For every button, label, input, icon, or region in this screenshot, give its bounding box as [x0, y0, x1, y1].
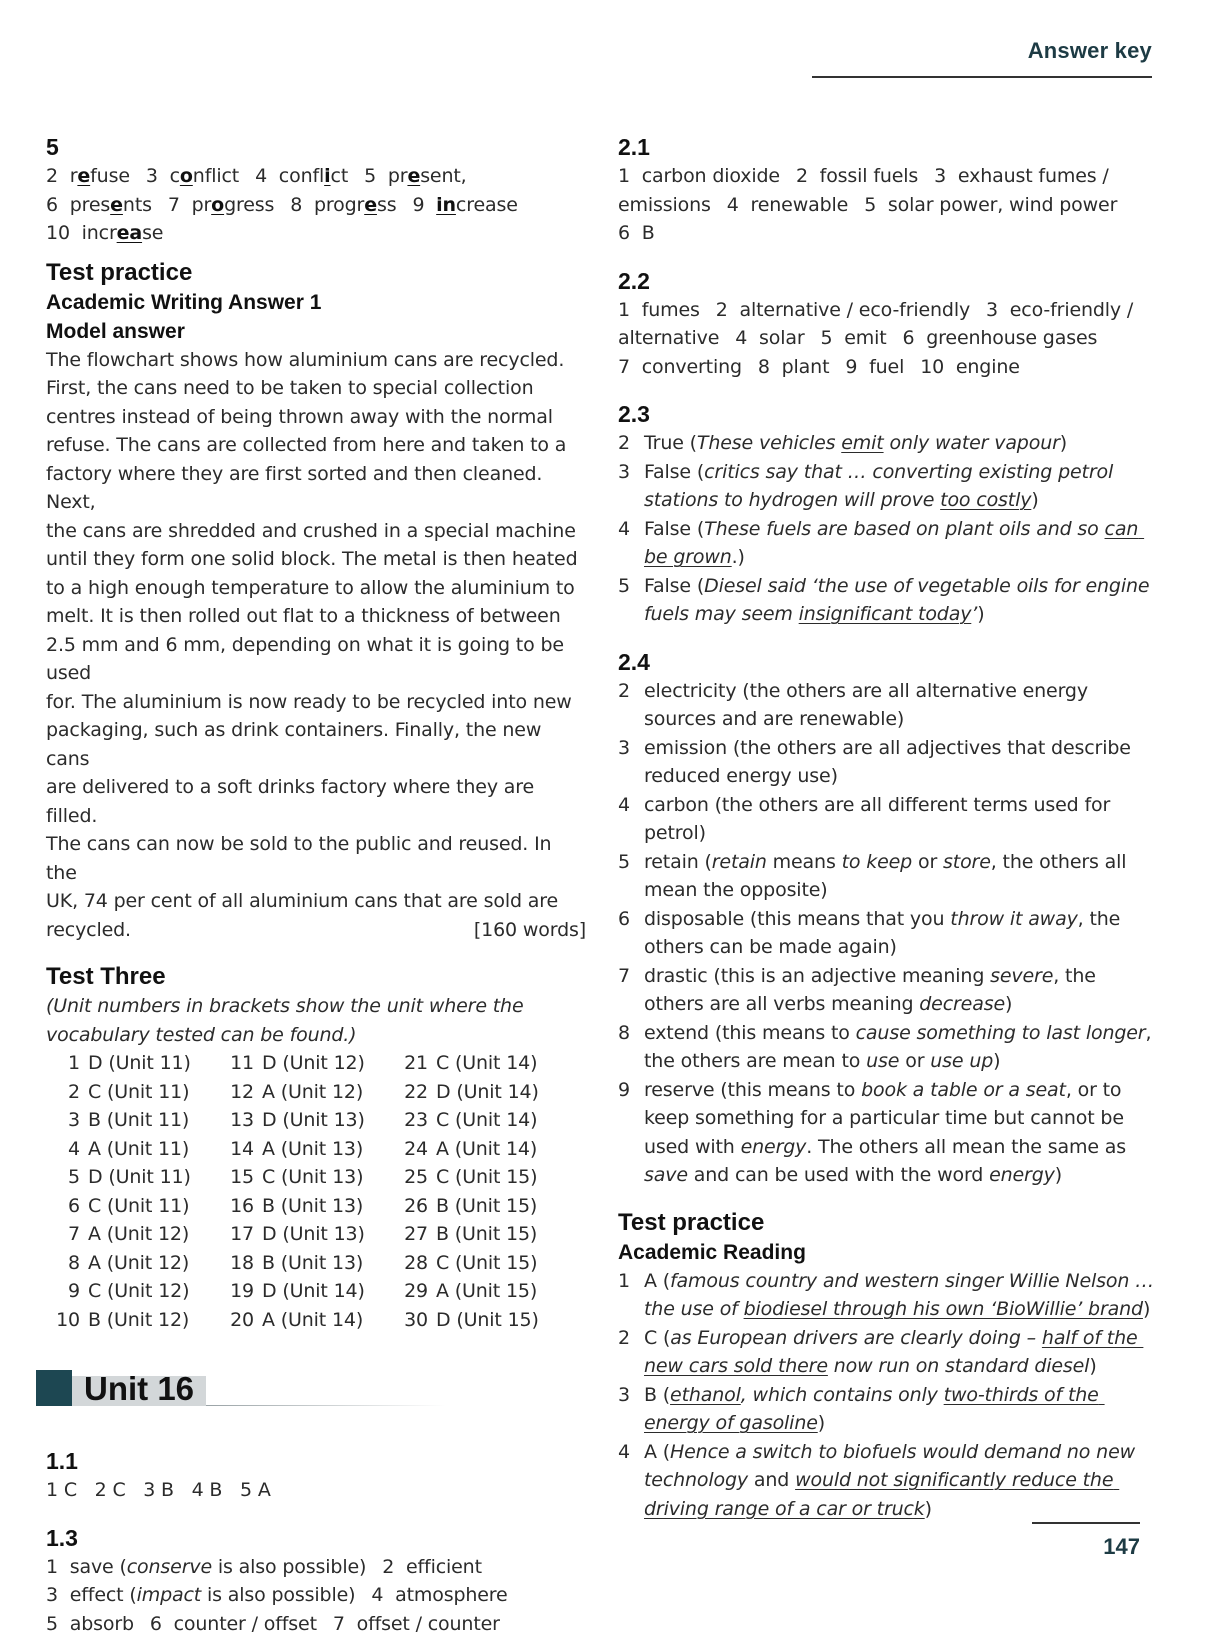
unit-16-title: Unit 16	[84, 1368, 194, 1410]
answer-entry: 3 exhaust fumes /	[934, 165, 1108, 187]
list-item: 2 electricity (the others are all alternative energy sources and are renewable)	[618, 677, 1158, 734]
text-line: for. The aluminium is now ready to be recycled into new	[46, 688, 586, 717]
answer-entry: 7 converting	[618, 356, 742, 378]
answer-cell: 5 D (Unit 11)	[56, 1163, 230, 1192]
footer-rule	[1032, 1522, 1140, 1524]
answer-line	[46, 191, 586, 220]
answer-entry: 6 B	[618, 222, 655, 244]
answer-entry: emissions	[618, 194, 711, 216]
answer-entry: 1 fumes	[618, 299, 700, 321]
model-answer-last-words: recycled.	[46, 916, 131, 945]
model-answer-label: Model answer	[46, 317, 586, 346]
test-three-heading: Test Three	[46, 962, 586, 992]
text-line: the cans are shredded and crushed in a special machine	[46, 517, 586, 546]
answer-entry: 8 plant	[758, 356, 829, 378]
answer-entry: 5 present,	[364, 165, 466, 187]
exercise-1-3-answers	[46, 1553, 586, 1638]
item-number: 3	[618, 734, 630, 763]
text-line: refuse. The cans are collected from here and taken to a	[46, 431, 586, 460]
answer-entry: 6 greenhouse gases	[903, 327, 1098, 349]
academic-writing-subheading: Academic Writing Answer 1	[46, 288, 586, 317]
answer-cell: 26 B (Unit 15)	[404, 1192, 578, 1221]
item-number: 8	[618, 1019, 630, 1048]
header-rule	[812, 76, 1152, 78]
answer-cell: 4 A (Unit 11)	[56, 1135, 230, 1164]
academic-reading-answers	[618, 1267, 1158, 1524]
list-item: 1 A (famous country and western singer Willie Nelson … the use of biodiesel through his own ‘BioWillie’ brand)	[618, 1267, 1158, 1324]
item-number: 3	[618, 458, 630, 487]
exercise-5-heading: 5	[46, 132, 586, 162]
answer-entry: 3 eco-friendly /	[986, 299, 1133, 321]
answer-entry: 2 refuse	[46, 165, 130, 187]
answer-entry: 8 progress	[290, 194, 396, 216]
left-column	[46, 132, 586, 1638]
answer-entry: 5 emit	[820, 327, 886, 349]
item-number: 4	[618, 1438, 630, 1467]
answer-entry: 3 effect (impact is also possible)	[46, 1584, 355, 1606]
text-line: melt. It is then rolled out flat to a thickness of between	[46, 602, 586, 631]
answer-cell: 17 D (Unit 13)	[230, 1220, 404, 1249]
text-line: until they form one solid block. The metal is then heated	[46, 545, 586, 574]
answer-cell: 20 A (Unit 14)	[230, 1306, 404, 1335]
item-number: 2	[618, 1324, 630, 1353]
answer-entry: 2 fossil fuels	[796, 165, 918, 187]
answer-entry: 9 increase	[412, 194, 517, 216]
exercise-2-1-answers	[618, 162, 1158, 248]
answer-entry: 4 renewable	[727, 194, 848, 216]
list-item: 3 B (ethanol, which contains only two-thirds of the energy of gasoline)	[618, 1381, 1158, 1438]
answer-cell: 7 A (Unit 12)	[56, 1220, 230, 1249]
list-item: 3 emission (the others are all adjectives that describe reduced energy use)	[618, 734, 1158, 791]
item-number: 4	[618, 791, 630, 820]
answer-cell: 9 C (Unit 12)	[56, 1277, 230, 1306]
answer-line	[46, 1610, 586, 1638]
test-three-note: (Unit numbers in brackets show the unit where the vocabulary tested can be found.)	[46, 992, 586, 1049]
test-practice-reading-heading: Test practice	[618, 1208, 1158, 1238]
answer-cell: 25 C (Unit 15)	[404, 1163, 578, 1192]
answer-cell: 14 A (Unit 13)	[230, 1135, 404, 1164]
item-number: 2	[618, 429, 630, 458]
answer-cell: 28 C (Unit 15)	[404, 1249, 578, 1278]
answer-cell: 15 C (Unit 13)	[230, 1163, 404, 1192]
answer-entry: 5 solar power, wind power	[864, 194, 1117, 216]
list-item: 2 C (as European drivers are clearly doing – half of the new cars sold there now run on standard diesel)	[618, 1324, 1158, 1381]
item-number: 6	[618, 905, 630, 934]
list-item: 7 drastic (this is an adjective meaning severe, the others are all verbs meaning decrease)	[618, 962, 1158, 1019]
answer-line	[618, 353, 1158, 382]
answer-cell: 11 D (Unit 12)	[230, 1049, 404, 1078]
item-number: 1	[618, 1267, 630, 1296]
unit-heading-rule	[206, 1405, 446, 1406]
answer-line	[46, 219, 586, 248]
text-line: UK, 74 per cent of all aluminium cans that are sold are	[46, 887, 586, 916]
model-answer-text	[46, 346, 586, 916]
answer-entry: 4 atmosphere	[371, 1584, 507, 1606]
word-count: [160 words]	[474, 916, 586, 945]
exercise-2-3-heading: 2.3	[618, 399, 1158, 429]
answer-entry: 10 increase	[46, 222, 163, 244]
exercise-2-3-answers	[618, 429, 1158, 629]
answer-entry: 2 efficient	[382, 1556, 482, 1578]
text-line: The flowchart shows how aluminium cans are recycled.	[46, 346, 586, 375]
unit-heading-block	[36, 1370, 72, 1406]
exercise-2-2-answers	[618, 296, 1158, 382]
answer-entry: 7 progress	[168, 194, 274, 216]
item-number: 5	[618, 572, 630, 601]
answer-cell: 30 D (Unit 15)	[404, 1306, 578, 1335]
right-column	[618, 132, 1158, 1523]
answer-line	[618, 162, 1158, 191]
list-item: 6 disposable (this means that you throw it away, the others can be made again)	[618, 905, 1158, 962]
text-line: packaging, such as drink containers. Finally, the new cans	[46, 716, 586, 773]
answer-cell: 8 A (Unit 12)	[56, 1249, 230, 1278]
answer-entry: 6 counter / offset	[150, 1613, 317, 1635]
answer-cell: 6 C (Unit 11)	[56, 1192, 230, 1221]
answer-cell: 23 C (Unit 14)	[404, 1106, 578, 1135]
answer-entry: 9 fuel	[845, 356, 904, 378]
answer-cell: 1 D (Unit 11)	[56, 1049, 230, 1078]
answer-entry: 10 engine	[920, 356, 1020, 378]
answer-cell: 3 B (Unit 11)	[56, 1106, 230, 1135]
item-number: 7	[618, 962, 630, 991]
answer-line	[46, 1581, 586, 1610]
exercise-2-1-heading: 2.1	[618, 132, 1158, 162]
text-line: factory where they are first sorted and then cleaned. Next,	[46, 460, 586, 517]
answer-cell: 13 D (Unit 13)	[230, 1106, 404, 1135]
test-practice-heading: Test practice	[46, 258, 586, 288]
exercise-1-1-answers: 1 C 2 C 3 B 4 B 5 A	[46, 1476, 586, 1505]
exercise-1-3-heading: 1.3	[46, 1523, 586, 1553]
list-item: 5 False (Diesel said ‘the use of vegetable oils for engine fuels may seem insignificant today’)	[618, 572, 1158, 629]
item-number: 4	[618, 515, 630, 544]
exercise-5-answers	[46, 162, 586, 248]
answer-cell: 29 A (Unit 15)	[404, 1277, 578, 1306]
answer-entry: 6 presents	[46, 194, 152, 216]
answer-cell: 19 D (Unit 14)	[230, 1277, 404, 1306]
text-line: First, the cans need to be taken to special collection	[46, 374, 586, 403]
list-item: 2 True (These vehicles emit only water vapour)	[618, 429, 1158, 458]
item-number: 3	[618, 1381, 630, 1410]
answer-cell: 21 C (Unit 14)	[404, 1049, 578, 1078]
text-line: 2.5 mm and 6 mm, depending on what it is going to be used	[46, 631, 586, 688]
page-footer	[1032, 1522, 1140, 1560]
answer-line	[618, 191, 1158, 220]
answer-cell: 22 D (Unit 14)	[404, 1078, 578, 1107]
list-item: 9 reserve (this means to book a table or a seat, or to keep something for a particular time but cannot be used with energy. The others all mean the same as save and can be used with the word energy)	[618, 1076, 1158, 1190]
answer-entry: 2 alternative / eco-friendly	[716, 299, 970, 321]
page-header	[812, 38, 1152, 64]
list-item: 5 retain (retain means to keep or store, the others all mean the opposite)	[618, 848, 1158, 905]
list-item: 8 extend (this means to cause something to last longer, the others are mean to use or use up)	[618, 1019, 1158, 1076]
answer-line	[46, 162, 586, 191]
exercise-1-1-heading: 1.1	[46, 1446, 586, 1476]
answer-entry: 7 offset / counter	[333, 1613, 500, 1635]
list-item: 4 carbon (the others are all different terms used for petrol)	[618, 791, 1158, 848]
answer-entry: 4 solar	[735, 327, 804, 349]
answer-line	[618, 324, 1158, 353]
model-answer-last-line	[46, 916, 586, 945]
text-line: centres instead of being thrown away with the normal	[46, 403, 586, 432]
answer-cell: 12 A (Unit 12)	[230, 1078, 404, 1107]
list-item: 4 A (Hence a switch to biofuels would demand no new technology and would not significantly reduce the driving range of a car or truck)	[618, 1438, 1158, 1524]
text-line: to a high enough temperature to allow the aluminium to	[46, 574, 586, 603]
answer-cell: 10 B (Unit 12)	[56, 1306, 230, 1335]
answer-entry: 1 carbon dioxide	[618, 165, 780, 187]
answer-cell: 18 B (Unit 13)	[230, 1249, 404, 1278]
answer-cell: 16 B (Unit 13)	[230, 1192, 404, 1221]
item-number: 2	[618, 677, 630, 706]
answer-cell: 24 A (Unit 14)	[404, 1135, 578, 1164]
list-item: 4 False (These fuels are based on plant oils and so can be grown.)	[618, 515, 1158, 572]
answer-line	[618, 219, 1158, 248]
text-line: The cans can now be sold to the public and reused. In the	[46, 830, 586, 887]
answer-cell: 2 C (Unit 11)	[56, 1078, 230, 1107]
academic-reading-subheading: Academic Reading	[618, 1238, 1158, 1267]
answer-line	[46, 1553, 586, 1582]
answer-entry: 5 absorb	[46, 1613, 134, 1635]
answer-line	[618, 296, 1158, 325]
answer-entry: alternative	[618, 327, 719, 349]
page-number: 147	[1032, 1534, 1140, 1560]
answer-cell: 27 B (Unit 15)	[404, 1220, 578, 1249]
item-number: 9	[618, 1076, 630, 1105]
text-line: are delivered to a soft drinks factory where they are filled.	[46, 773, 586, 830]
answer-entry: 3 conflict	[146, 165, 239, 187]
unit-16-heading	[36, 1368, 586, 1414]
item-number: 5	[618, 848, 630, 877]
exercise-2-2-heading: 2.2	[618, 266, 1158, 296]
running-header-title: Answer key	[812, 38, 1152, 64]
answer-entry: 4 conflict	[255, 165, 348, 187]
answer-entry: 1 save (conserve is also possible)	[46, 1556, 366, 1578]
exercise-2-4-answers	[618, 677, 1158, 1190]
test-three-answer-grid	[46, 1049, 586, 1334]
exercise-2-4-heading: 2.4	[618, 647, 1158, 677]
list-item: 3 False (critics say that … converting existing petrol stations to hydrogen will prove too costly)	[618, 458, 1158, 515]
